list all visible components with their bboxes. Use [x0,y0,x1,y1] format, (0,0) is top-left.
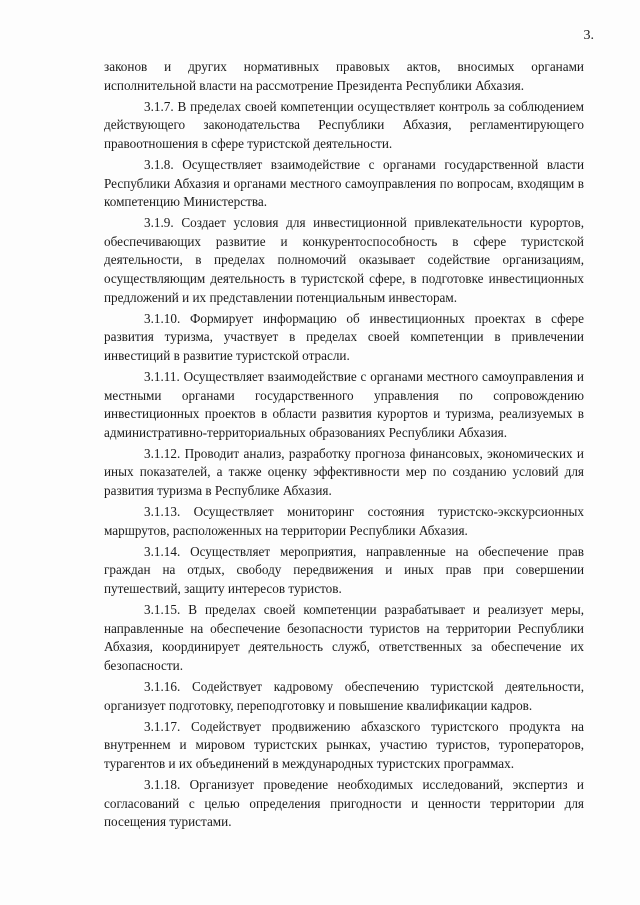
paragraph-3-1-8: 3.1.8. Осуществляет взаимодействие с органами государственной власти Республики Абхазия и органами местного самоуправления по вопросам, входящим в компетенцию Министерства. [104,156,584,210]
paragraph-continuation: законов и других нормативных правовых актов, вносимых органами исполнительной власти на рассмотрение Президента Республики Абхазия. [104,59,584,93]
paragraph-3-1-12: 3.1.12. Проводит анализ, разработку прогноза финансовых, экономических и иных показателей, а также оценку эффективности мер по созданию условий для развития туризма в Республике Абхазия. [104,445,584,499]
page-number: 3. [583,28,594,43]
paragraph-3-1-10: 3.1.10. Формирует информацию об инвестиционных проектах в сфере развития туризма, участвует в пределах своей компетенции в привлечении инвестиций в развитие туристской отрасли. [104,310,584,363]
paragraph-3-1-16: 3.1.16. Содействует кадровому обеспечению туристской деятельности, организует подготовку, переподготовку и повышение квалификации кадров. [104,679,584,713]
paragraph-3-1-13: 3.1.13. Осуществляет мониторинг состояния туристско-экскурсионных маршрутов, расположенных на территории Республики Абхазия. [104,504,584,538]
paragraph-3-1-18: 3.1.18. Организует проведение необходимых исследований, экспертиз и согласований с целью определения пригодности и ценности территории для посещения туристами. [104,776,584,830]
paragraph-3-1-15: 3.1.15. В пределах своей компетенции разрабатывает и реализует меры, направленные на обеспечение безопасности туристов на территории Республики Абхазия, координирует деятельность служб, ответственных за обеспечение их безопасности. [104,602,584,673]
document-body [104,58,584,832]
paragraph-3-1-17: 3.1.17. Содействует продвижению абхазского туристского продукта на внутреннем и мировом туристских рынках, участию туристов, туроператоров, турагентов и их объединений в международных туристских программах. [104,718,584,771]
paragraph-3-1-9: 3.1.9. Создает условия для инвестиционной привлекательности курортов, обеспечивающих развитие и конкурентоспособность в сфере туристской деятельности, в пределах полномочий оказывает содействие организациям, осуществляющим деятельность в туристской сфере, в подготовке инвестиционных предложений и их представлении потенциальным инвесторам. [104,215,584,305]
paragraph-3-1-14: 3.1.14. Осуществляет мероприятия, направленные на обеспечение прав граждан на отдых, свободу передвижения и иных прав при совершении путешествий, защиту интересов туристов. [104,543,584,597]
paragraph-3-1-11: 3.1.11. Осуществляет взаимодействие с органами местного самоуправления и местными органами государственного управления по сопровождению инвестиционных проектов в области развития курортов и туризма, реализуемых в административно-территориальных образованиях Республики Абхазия. [104,369,584,440]
paragraph-3-1-7: 3.1.7. В пределах своей компетенции осуществляет контроль за соблюдением действующего законодательства Республики Абхазия, регламентирующего правоотношения в сфере туристской деятельности. [104,98,584,151]
